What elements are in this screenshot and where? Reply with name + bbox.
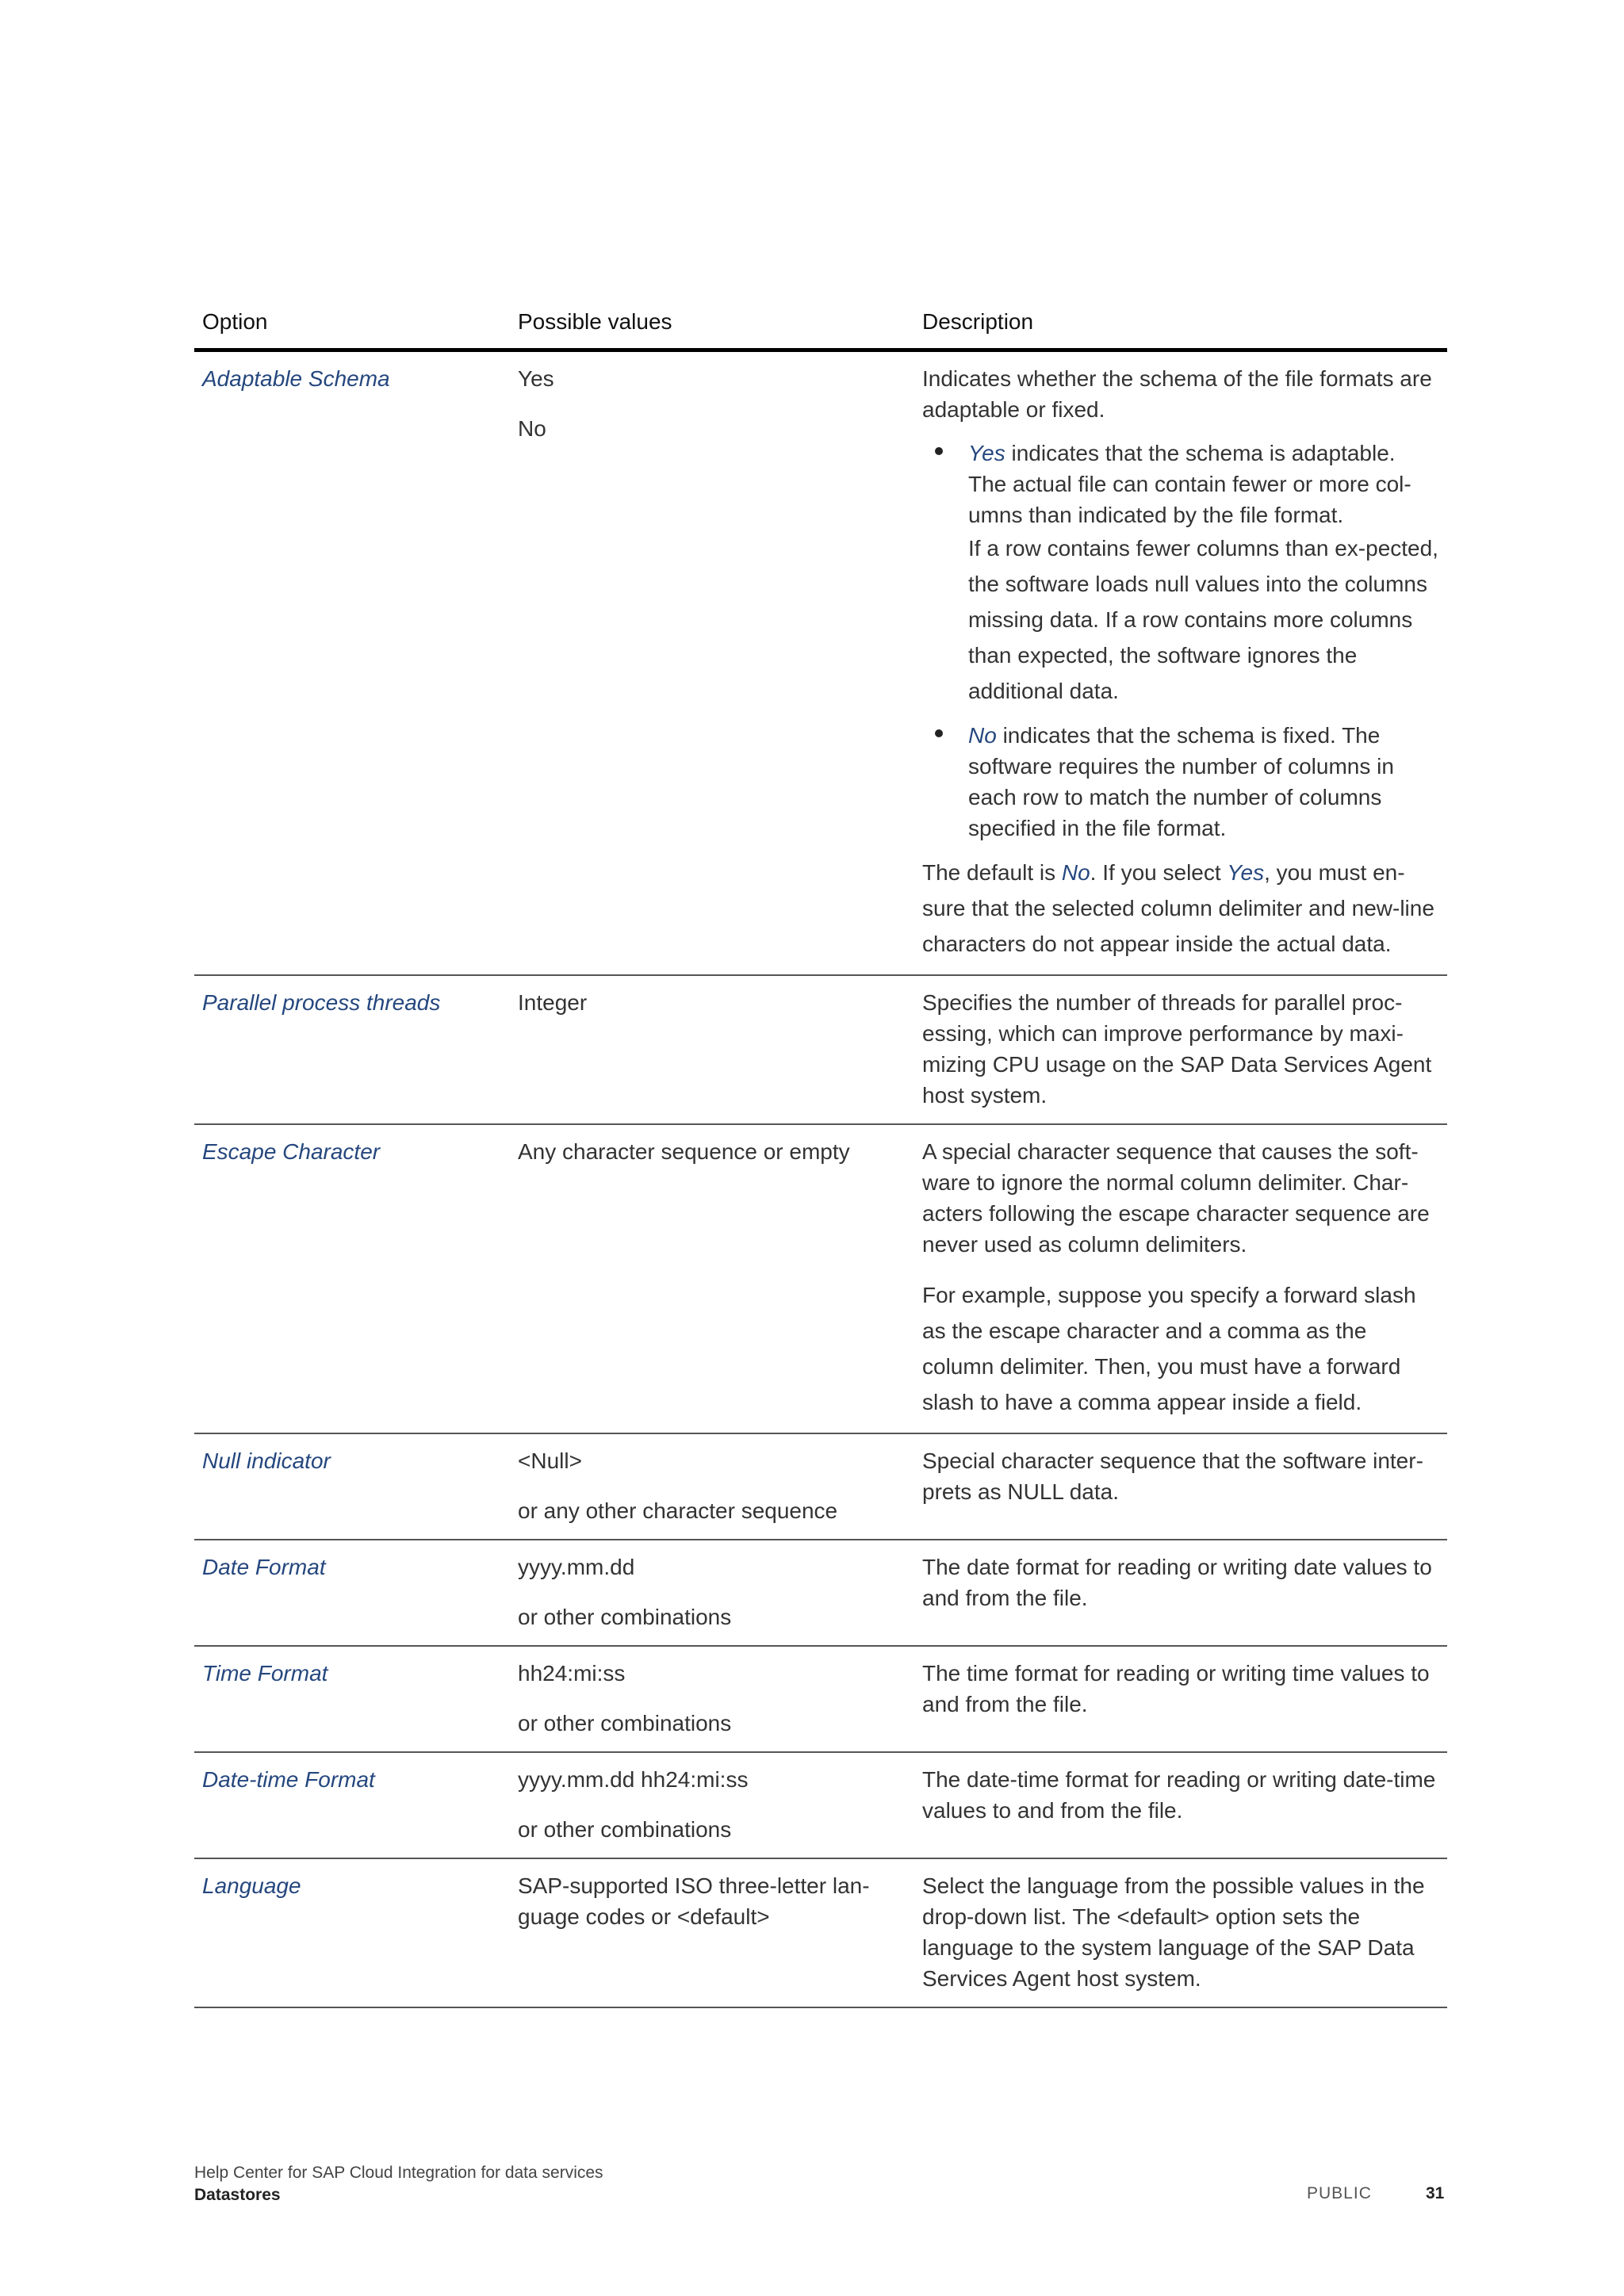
possible-values-cell	[510, 975, 914, 1124]
footer-doc-title: Help Center for SAP Cloud Integration for data services	[194, 2164, 603, 2182]
header-possible-values: Possible values	[510, 301, 914, 350]
possible-value: or other combinations	[518, 1711, 732, 1735]
possible-value: No	[518, 416, 546, 441]
value-term: No	[968, 723, 997, 748]
possible-values-cell	[510, 1858, 914, 2007]
footer-document-info	[194, 2162, 603, 2206]
options-table	[194, 301, 1447, 2008]
bullet-subtext: If a row contains fewer columns than ex-pected, the software loads null values into the columns missing data. If a row contains more columns than expected, the software ignores the additional data.	[968, 536, 1438, 703]
bullet-list	[922, 438, 1439, 844]
footer-classification: PUBLIC	[1307, 2184, 1372, 2202]
bullet-text: indicates that the schema is adaptable. The actual file can contain fewer or more col-umns than indicated by the file format.	[968, 441, 1411, 527]
possible-values-cell	[510, 1540, 914, 1646]
table-row	[194, 1433, 1447, 1540]
possible-value: Yes	[518, 366, 554, 391]
possible-values-cell	[510, 1646, 914, 1752]
default-text: The default is	[922, 860, 1062, 885]
table-header-row	[194, 301, 1447, 350]
option-name: Null indicator	[194, 1433, 510, 1540]
header-description: Description	[914, 301, 1447, 350]
possible-values-cell	[510, 350, 914, 976]
table-row	[194, 350, 1447, 976]
option-name: Time Format	[194, 1646, 510, 1752]
possible-values-cell	[510, 1124, 914, 1433]
header-option: Option	[194, 301, 510, 350]
option-name: Date Format	[194, 1540, 510, 1646]
possible-value: yyyy.mm.dd	[518, 1555, 635, 1579]
description-cell	[914, 1752, 1447, 1858]
description-cell	[914, 1433, 1447, 1540]
description-text: The date-time format for reading or writing date-time values to and from the file.	[922, 1767, 1436, 1823]
description-cell	[914, 350, 1447, 976]
possible-values-cell	[510, 1752, 914, 1858]
possible-value: or any other character sequence	[518, 1498, 838, 1523]
list-item	[968, 720, 1439, 844]
table-row	[194, 1540, 1447, 1646]
possible-values-cell	[510, 1433, 914, 1540]
description-text: The date format for reading or writing date values to and from the file.	[922, 1555, 1432, 1610]
value-term: Yes	[968, 441, 1005, 465]
possible-value: or other combinations	[518, 1605, 732, 1629]
table-row	[194, 1124, 1447, 1433]
possible-value: SAP-supported ISO three-letter lan-guage codes or <default>	[518, 1873, 870, 1929]
default-text: , you must en-sure that the selected column delimiter and new-line characters do not appear inside the actual data.	[922, 860, 1434, 956]
possible-value: Any character sequence or empty	[518, 1139, 850, 1164]
value-term: No	[1061, 860, 1090, 885]
list-item	[968, 438, 1439, 709]
option-name: Date-time Format	[194, 1752, 510, 1858]
description-cell	[914, 1540, 1447, 1646]
table-row	[194, 1858, 1447, 2007]
description-cell	[914, 975, 1447, 1124]
possible-value: Integer	[518, 990, 588, 1015]
description-cell	[914, 1124, 1447, 1433]
bullet-text: indicates that the schema is fixed. The software requires the number of columns in each row to match the number of columns specified in the file format.	[968, 723, 1394, 840]
value-term: Yes	[1227, 860, 1265, 885]
option-name: Parallel process threads	[194, 975, 510, 1124]
description-text: A special character sequence that causes the soft-ware to ignore the normal column delimiter. Char-acters following the escape character sequence are never used as column delimiters.	[922, 1139, 1430, 1257]
description-text: The time format for reading or writing time values to and from the file.	[922, 1661, 1430, 1716]
description-text: Specifies the number of threads for parallel proc-essing, which can improve performance by maxi-mizing CPU usage on the SAP Data Services Agent host system.	[922, 990, 1432, 1108]
table-row	[194, 975, 1447, 1124]
page-number: 31	[1426, 2184, 1445, 2202]
description-text: For example, suppose you specify a forward slash as the escape character and a comma as the column delimiter. Then, you must have a forward slash to have a comma appear inside a field.	[922, 1283, 1416, 1414]
footer-section: Datastores	[194, 2186, 281, 2204]
description-text: Select the language from the possible values in the drop-down list. The <default> option sets the language to the system language of the SAP Data Services Agent host system.	[922, 1873, 1425, 1991]
default-note	[922, 855, 1439, 962]
possible-value: yyyy.mm.dd hh24:mi:ss	[518, 1767, 749, 1792]
table-row	[194, 1646, 1447, 1752]
possible-value: <Null>	[518, 1448, 582, 1473]
default-text: . If you select	[1090, 860, 1228, 885]
description-text: Indicates whether the schema of the file formats are adaptable or fixed.	[922, 366, 1432, 422]
description-cell	[914, 1858, 1447, 2007]
possible-value: or other combinations	[518, 1817, 732, 1842]
table-row	[194, 1752, 1447, 1858]
option-name: Adaptable Schema	[194, 350, 510, 976]
possible-value: hh24:mi:ss	[518, 1661, 626, 1686]
description-text: Special character sequence that the software inter-prets as NULL data.	[922, 1448, 1423, 1504]
description-cell	[914, 1646, 1447, 1752]
option-name: Language	[194, 1858, 510, 2007]
option-name: Escape Character	[194, 1124, 510, 1433]
options-table-container	[194, 301, 1447, 2008]
